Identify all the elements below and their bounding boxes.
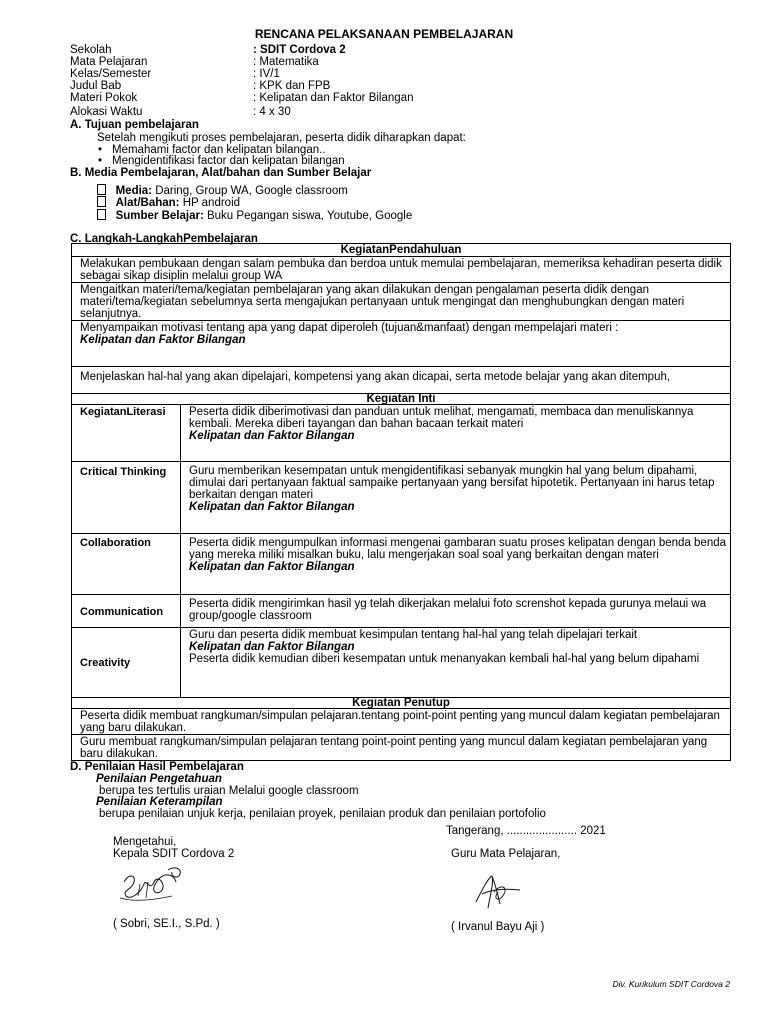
- media-item: Media: Daring, Group WA, Google classroom: [97, 184, 348, 197]
- inti-label-critical: Critical Thinking: [72, 462, 181, 534]
- inti-text-communication: Peserta didik mengirimkan hasil yg telah dikerjakan melalui foto screnshot kepada gurunya melaui wa group/google classroom: [181, 595, 731, 628]
- teacher-title: Guru Mata Pelajaran,: [451, 848, 561, 860]
- section-c-heading: C. Langkah-LangkahPembelajaran: [70, 233, 258, 245]
- inti-label-communication: Communication: [72, 595, 181, 628]
- checkbox-icon: [97, 184, 106, 195]
- learning-steps-table: [71, 243, 731, 761]
- bullet-dot-icon: •: [98, 155, 103, 167]
- section-a-heading: A. Tujuan pembelajaran: [70, 119, 199, 131]
- inti-label-creativity: Creativity: [72, 628, 181, 698]
- inti-text-creativity: Guru dan peserta didik membuat kesimpulan tentang hal-hal yang telah dipelajari terkait Kelipatan dan Faktor Bilangan Peserta didik kemudian diberi kesempatan untuk menanyakan kembali hal-hal yang belum dipahami: [181, 628, 731, 698]
- inti-label-literacy: KegiatanLiterasi: [72, 405, 181, 462]
- identity-label-school: Sekolah: [70, 44, 112, 56]
- inti-header: Kegiatan Inti: [72, 394, 731, 405]
- identity-value-class: : IV/1: [253, 68, 280, 80]
- tools-item: Alat/Bahan: HP android: [97, 196, 240, 209]
- identity-label-class: Kelas/Semester: [70, 68, 152, 80]
- pendahuluan-header: KegiatanPendahuluan: [72, 244, 731, 257]
- assessment-knowledge-title: Penilaian Pengetahuan: [96, 773, 222, 785]
- penutup-row: Guru membuat rangkuman/simpulan pelajaran tentang point-point penting yang muncul dalam kegiatan pembelajaran yang baru dilakukan.: [72, 735, 731, 761]
- pendahuluan-row: Menjelaskan hal-hal yang akan dipelajari, kompetensi yang akan dicapai, serta metode belajar yang akan ditempuh,: [72, 367, 731, 394]
- footer-text: Div. Kurikulum SDIT Cordova 2: [612, 979, 730, 989]
- document-title: RENCANA PELAKSANAAN PEMBELAJARAN: [254, 27, 514, 41]
- teacher-name: ( Irvanul Bayu Aji ): [451, 921, 545, 933]
- identity-value-topic: : Kelipatan dan Faktor Bilangan: [253, 92, 414, 104]
- pendahuluan-row: Melakukan pembukaan dengan salam pembuka dan berdoa untuk memulai pembelajaran, memeriksa kehadiran peserta didik sebagai sikap disiplin melalui group WA: [72, 257, 731, 283]
- identity-label-time: Alokasi Waktu: [70, 106, 143, 118]
- section-a-intro: Setelah mengikuti proses pembelajaran, peserta didik diharapkan dapat:: [97, 132, 466, 144]
- bullet-dot-icon: •: [98, 144, 103, 156]
- identity-label-topic: Materi Pokok: [70, 92, 138, 104]
- objective-item: • Memahami factor dan kelipatan bilangan..: [98, 144, 326, 156]
- place-date: Tangerang, ...................... 2021: [446, 825, 606, 837]
- identity-value-subject: : Matematika: [253, 56, 319, 68]
- assessment-knowledge-text: berupa tes tertulis uraian Melalui google classroom: [99, 785, 359, 797]
- identity-label-subject: Mata Pelajaran: [70, 56, 148, 68]
- identity-value-school: : SDIT Cordova 2: [253, 44, 346, 56]
- section-b-heading: B. Media Pembelajaran, Alat/bahan dan Sumber Belajar: [70, 167, 372, 179]
- source-item: Sumber Belajar: Buku Pegangan siswa, Youtube, Google: [97, 209, 412, 222]
- inti-label-collaboration: Collaboration: [72, 534, 181, 595]
- acknowledged-label: Mengetahui,: [113, 836, 177, 848]
- objective-item: • Mengidentifikasi factor dan kelipatan bilangan: [98, 155, 345, 167]
- assessment-skill-title: Penilaian Keterampilan: [96, 796, 223, 808]
- principal-name: ( Sobri, SE.I., S.Pd. ): [113, 918, 220, 930]
- teacher-signature: [470, 872, 530, 914]
- identity-value-time: : 4 x 30: [253, 106, 291, 118]
- checkbox-icon: [97, 209, 106, 220]
- assessment-skill-text: berupa penilaian unjuk kerja, penilaian proyek, penilaian produk dan penilaian portofolio: [99, 808, 546, 820]
- identity-value-chapter: : KPK dan FPB: [253, 80, 331, 92]
- checkbox-icon: [97, 196, 106, 207]
- inti-text-literacy: Peserta didik diberimotivasi dan panduan untuk melihat, mengamati, membaca dan menuliskannya kembali. Mereka diberi tayangan dan bahan bacaan terkait materi Kelipatan dan Faktor Bilangan: [181, 405, 731, 462]
- pendahuluan-row: Menyampaikan motivasi tentang apa yang dapat diperoleh (tujuan&manfaat) dengan mempelajari materi : Kelipatan dan Faktor Bilangan: [72, 321, 731, 367]
- section-d-heading: D. Penilaian Hasil Pembelajaran: [70, 761, 244, 773]
- principal-title: Kepala SDIT Cordova 2: [113, 848, 235, 860]
- inti-text-critical: Guru memberikan kesempatan untuk mengidentifikasi sebanyak mungkin hal yang belum dipahami, dimulai dari pertanyaan faktual sampaike pertanyaan yang bersifat hipotetik. Pertanyaan ini harus tetap berkaitan dengan materi Kelipatan dan Faktor Bilangan: [181, 462, 731, 534]
- penutup-row: Peserta didik membuat rangkuman/simpulan pelajaran.tentang point-point penting yang muncul dalam kegiatan pembelajaran yang baru dilakukan.: [72, 709, 731, 735]
- penutup-header: Kegiatan Penutup: [72, 698, 731, 709]
- inti-text-collaboration: Peserta didik mengumpulkan informasi mengenai gambaran suatu proses kelipatan dengan benda benda yang mereka miliki misalkan buku, lalu mengerjakan soal soal yang berkaitan dengan materi Kelipatan dan Faktor Bilangan: [181, 534, 731, 595]
- principal-signature: [114, 862, 194, 906]
- pendahuluan-row: Mengaitkan materi/tema/kegiatan pembelajaran yang akan dilakukan dengan pengalaman peserta didik dengan materi/tema/kegiatan sebelumnya serta mengajukan pertanyaan untuk mengingat dan menghubungkan dengan materi selanjutnya.: [72, 283, 731, 321]
- identity-label-chapter: Judul Bab: [70, 80, 122, 92]
